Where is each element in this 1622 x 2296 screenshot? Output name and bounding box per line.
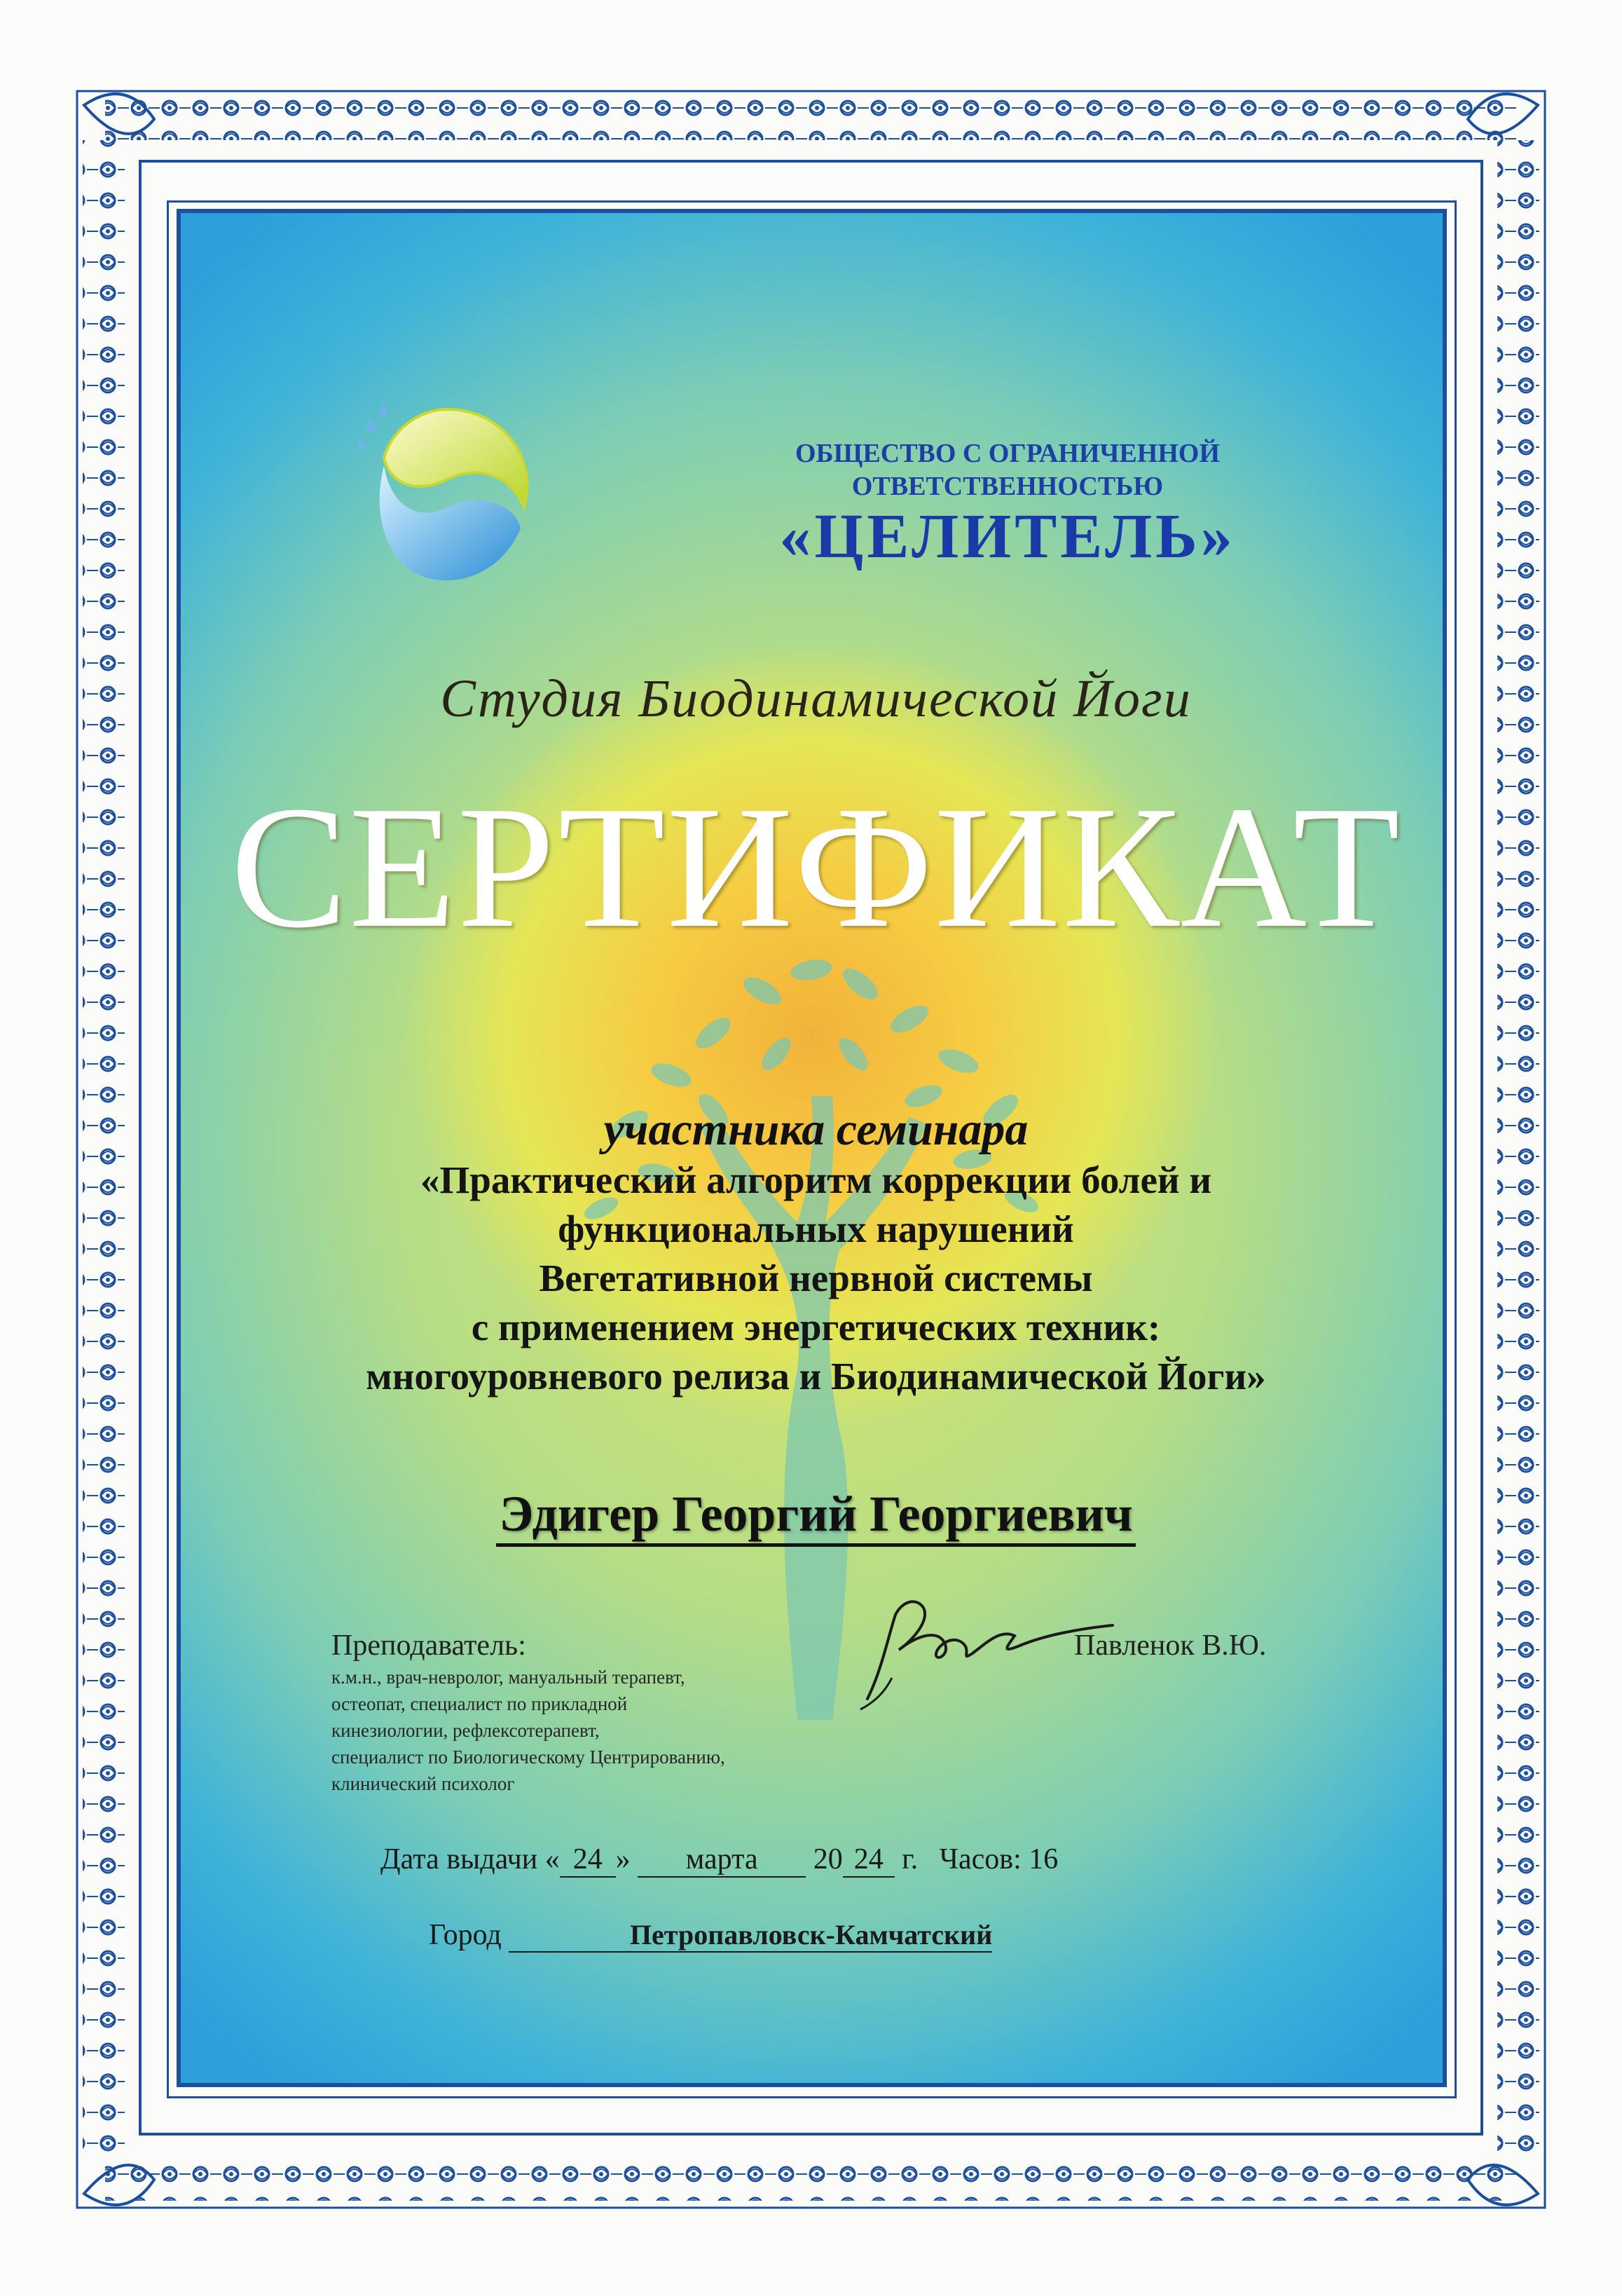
issue-year-unit: г. (902, 1843, 919, 1875)
organization-name: «ЦЕЛИТЕЛЬ» (779, 502, 1236, 571)
seminar-line: с применением энергетических техник: (471, 1306, 1161, 1348)
organization-line-1: ОБЩЕСТВО С ОГРАНИЧЕННОЙ (795, 439, 1220, 468)
certificate-title: СЕРТИФИКАТ (231, 770, 1401, 964)
credential-line: остеопат, специалист по прикладной (331, 1693, 628, 1714)
issue-date-line (380, 1843, 1058, 1878)
city-value: Петропавловск-Камчатский (509, 1918, 992, 1953)
participant-label: участника семинара (603, 1104, 1029, 1155)
issue-month: марта (638, 1843, 806, 1878)
seminar-line: Вегетативной нервной системы (539, 1257, 1093, 1299)
city-label: Город (429, 1919, 502, 1951)
seminar-line: многоуровневого релиза и Биодинамической Йоги» (366, 1355, 1266, 1398)
teacher-credentials (331, 1664, 892, 1797)
company-logo-icon (342, 388, 552, 599)
issue-year-prefix: 20 (813, 1843, 843, 1875)
credential-line: кинезиологии, рефлексотерапевт, (331, 1720, 600, 1741)
organization-line-2: ОТВЕТСТВЕННОСТЬЮ (851, 472, 1164, 501)
hours-value: 16 (1029, 1843, 1059, 1875)
issue-date-label: Дата выдачи (380, 1843, 538, 1875)
issue-day: 24 (560, 1843, 616, 1878)
seminar-line: функциональных нарушений (558, 1208, 1074, 1250)
seminar-title (286, 1156, 1346, 1401)
organization-type (657, 437, 1358, 503)
teacher-name: Павленок В.Ю. (1074, 1629, 1267, 1662)
credential-line: клинический психолог (331, 1773, 515, 1794)
recipient-name (181, 1485, 1447, 1543)
issue-year-suffix: 24 (843, 1843, 895, 1878)
credential-line: специалист по Биологическому Центрированию, (331, 1747, 725, 1768)
date-open-quote: « (544, 1843, 560, 1875)
credential-line: к.м.н., врач-невролог, мануальный терапевт, (331, 1667, 685, 1688)
teacher-label: Преподаватель: (331, 1629, 526, 1662)
city-line (429, 1918, 992, 1953)
date-close-quote: » (615, 1843, 631, 1875)
seminar-line: «Практический алгоритм коррекции болей и (420, 1159, 1212, 1201)
studio-name: Студия Биодинамической Йоги (440, 669, 1192, 728)
certificate-panel (177, 209, 1447, 2087)
recipient-name-text: Эдигер Георгий Георгиевич (496, 1486, 1135, 1547)
hours-label: Часов: (939, 1843, 1022, 1875)
